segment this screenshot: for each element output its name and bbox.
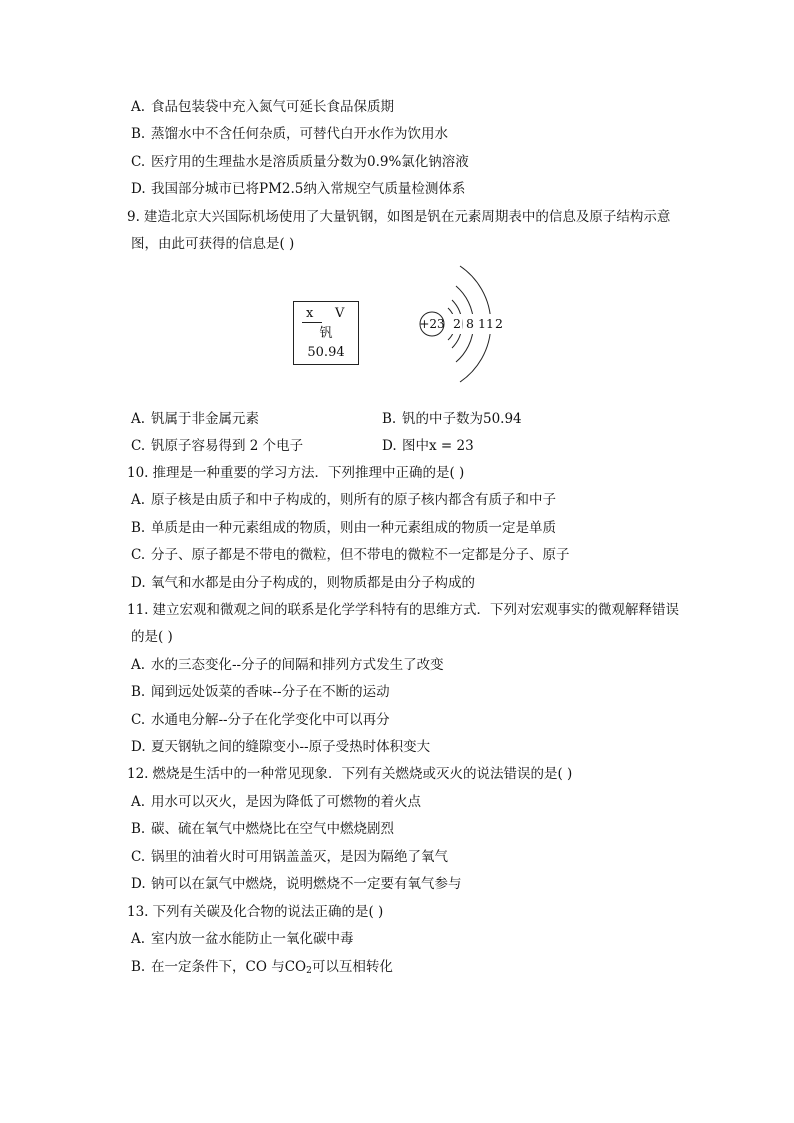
q10-option-d: D. 氧气和水都是由分子构成的，则物质都是由分子构成的 (131, 575, 475, 591)
atomic-number-underline (302, 322, 322, 323)
q11-stem-line1: 11. 建立宏观和微观之间的联系是化学学科特有的思维方式．下列对宏观事实的微观解释错误 (127, 602, 679, 618)
nucleus-charge: +23 (419, 317, 445, 331)
q10-option-a: A. 原子核是由质子和中子构成的，则所有的原子核内都含有质子和中子 (131, 492, 556, 508)
shell-electrons-2: 8 (465, 314, 475, 334)
q9-option-d: D. 图中x = 23 (382, 438, 474, 454)
q8-option-a: A. 食品包装袋中充入氮气可延长食品保质期 (131, 99, 394, 115)
q12-option-b: B. 碳、硫在氧气中燃烧比在空气中燃烧剧烈 (131, 821, 394, 837)
q8-option-b: B. 蒸馏水中不含任何杂质，可替代白开水作为饮用水 (131, 126, 448, 142)
q13-option-b: B. 在一定条件下，CO 与$CO_2$可以互相转化 (131, 959, 393, 976)
q11-option-d: D. 夏天钢轨之间的缝隙变小--原子受热时体积变大 (131, 739, 431, 755)
shell-electrons-1: 2 (452, 314, 462, 334)
q9-option-c: C. 钒原子容易得到 2 个电子 (131, 438, 304, 454)
periodic-table-cell (293, 301, 359, 365)
q11-option-b: B. 闻到远处饭菜的香味--分子在不断的运动 (131, 684, 390, 700)
atom-structure-diagram (410, 262, 510, 386)
q9-option-a: A. 钒属于非金属元素 (131, 411, 259, 427)
q10-stem: 10. 推理是一种重要的学习方法．下列推理中正确的是( ) (127, 465, 465, 481)
q9-stem-line2: 图，由此可获得的信息是( ) (131, 236, 295, 252)
q10-option-b: B. 单质是由一种元素组成的物质，则由一种元素组成的物质一定是单质 (131, 520, 556, 536)
q12-stem: 12. 燃烧是生活中的一种常见现象．下列有关燃烧或灭火的说法错误的是( ) (127, 766, 573, 782)
q12-option-d: D. 钠可以在氯气中燃烧，说明燃烧不一定要有氧气参与 (131, 876, 462, 892)
subscript-2: 2 (306, 966, 312, 976)
q9-option-b: B. 钒的中子数为50.94 (382, 411, 522, 427)
shell-electrons-4: 2 (494, 314, 504, 334)
atomic-mass: 50.94 (307, 345, 345, 360)
element-name: 钒 (319, 326, 333, 341)
q13-option-a: A. 室内放一盆水能防止一氧化碳中毒 (131, 931, 354, 947)
q8-option-d: D. 我国部分城市已将PM2.5纳入常规空气质量检测体系 (131, 181, 466, 197)
q9-stem-line1: 9. 建造北京大兴国际机场使用了大量钒钢，如图是钒在元素周期表中的信息及原子结构示意 (127, 209, 671, 225)
atomic-number: x (306, 306, 314, 321)
q11-option-c: C. 水通电分解--分子在化学变化中可以再分 (131, 712, 390, 728)
shell-electrons-3: 11 (477, 314, 495, 334)
element-symbol: V (335, 306, 345, 321)
q12-option-c: C. 锅里的油着火时可用锅盖盖灭，是因为隔绝了氧气 (131, 849, 448, 865)
q13-stem: 13. 下列有关碳及化合物的说法正确的是( ) (127, 904, 384, 920)
q11-stem-line2: 的是( ) (131, 629, 173, 645)
q12-option-a: A. 用水可以灭火，是因为降低了可燃物的着火点 (131, 794, 421, 810)
q11-option-a: A. 水的三态变化--分子的间隔和排列方式发生了改变 (131, 657, 444, 673)
q8-option-c: C. 医疗用的生理盐水是溶质质量分数为0.9%氯化钠溶液 (131, 154, 469, 170)
q10-option-c: C. 分子、原子都是不带电的微粒，但不带电的微粒不一定都是分子、原子 (131, 547, 570, 563)
